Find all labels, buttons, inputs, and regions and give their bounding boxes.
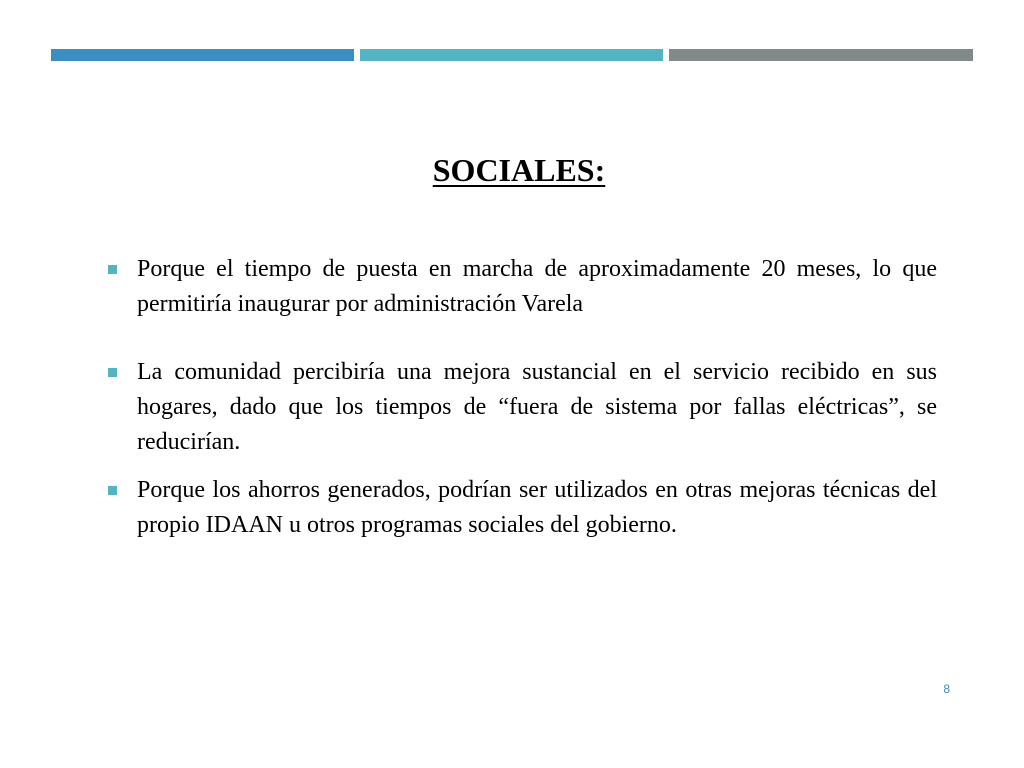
- header-bar-blue: [51, 49, 354, 61]
- square-bullet-icon: [108, 265, 117, 274]
- list-item: [102, 252, 937, 322]
- list-item: [102, 355, 937, 460]
- slide-title: SOCIALES:: [432, 152, 606, 188]
- square-bullet-icon: [108, 368, 117, 377]
- bullet-list: [102, 252, 937, 543]
- list-item: [102, 473, 937, 543]
- square-bullet-icon: [108, 486, 117, 495]
- page-number: 8: [943, 682, 950, 696]
- bullet-text: La comunidad percibiría una mejora sustancial en el servicio recibido en sus hogares, dado que los tiempos de “fuera de sistema por fallas eléctricas”, se reducirían.: [137, 359, 937, 455]
- header-bar-teal: [360, 49, 663, 61]
- bullet-text: Porque el tiempo de puesta en marcha de aproximadamente 20 meses, lo que permitiría inaugurar por administración Varela: [137, 256, 937, 317]
- header-bar-gray: [669, 49, 973, 61]
- header-decoration-bars: [51, 49, 973, 61]
- bullet-text: Porque los ahorros generados, podrían ser utilizados en otras mejoras técnicas del propio IDAAN u otros programas sociales del gobierno.: [137, 477, 937, 538]
